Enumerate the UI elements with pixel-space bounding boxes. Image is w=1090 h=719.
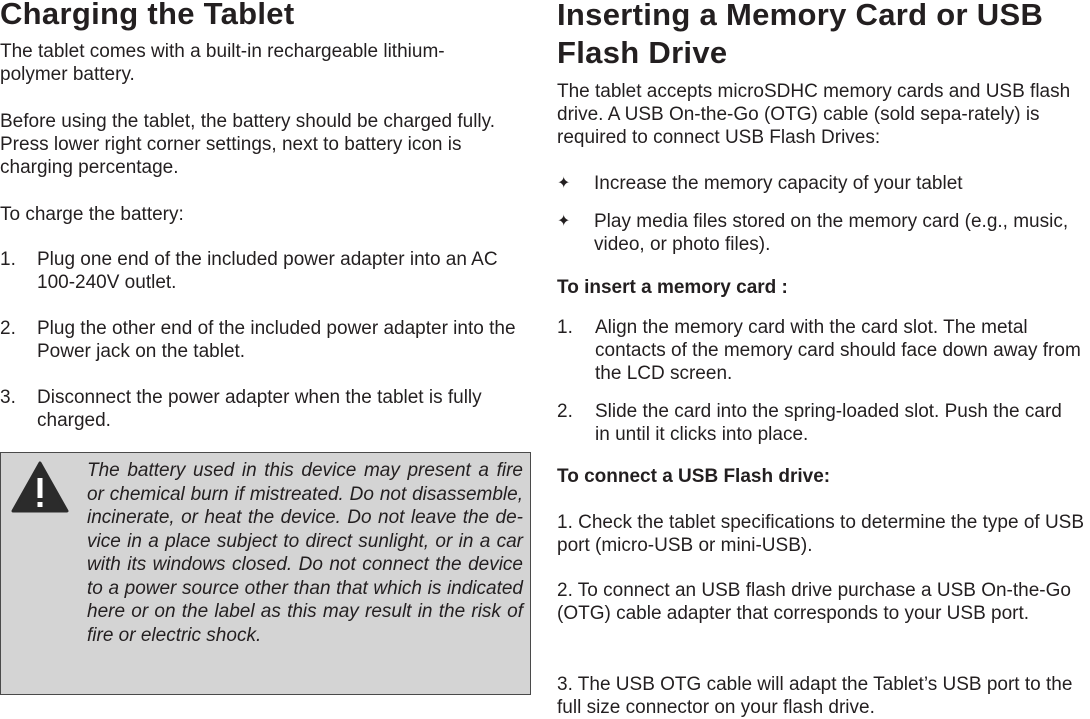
step-number: 1. [557, 317, 573, 338]
step-number: 2. [0, 318, 16, 339]
step-text: Plug one end of the included power adapter into an AC 100-240V outlet. [37, 249, 498, 293]
usb-step-1: 1. Check the tablet specifications to determine the type of USB port (micro-USB or mini-USB). [557, 512, 1085, 556]
usb-step-3: 3. The USB OTG cable will adapt the Tablet’s USB port to the full size connector on your flash drive. [557, 674, 1073, 718]
step-text: Align the memory card with the card slot. The metal contacts of the memory card should face down away from the LCD screen. [595, 317, 1081, 384]
usb-step-2: 2. To connect an USB flash drive purchase a USB On-the-Go (OTG) cable adapter that corresponds to your USB port. [557, 580, 1071, 624]
step-text: Slide the card into the spring-loaded slot. Push the card in until it clicks into place. [595, 401, 1062, 445]
step-number: 2. [557, 401, 573, 422]
bullet-text: Increase the memory capacity of your tablet [594, 173, 963, 194]
warning-triangle-icon [11, 461, 69, 513]
battery-warning-box [0, 452, 531, 695]
step-text: Disconnect the power adapter when the tablet is fully charged. [37, 387, 482, 431]
step-text: Plug the other end of the included power adapter into the Power jack on the tablet. [37, 318, 516, 362]
charging-intro: The tablet comes with a built-in rechargeable lithium-polymer battery. [0, 41, 445, 85]
star-bullet-icon: ✦ [557, 213, 571, 230]
charging-before-text: Before using the tablet, the battery should be charged fully. Press lower right corner settings, next to battery icon is charging percentage. [0, 111, 496, 178]
star-bullet-icon: ✦ [557, 175, 571, 192]
memory-card-title: Inserting a Memory Card or USB Flash Drive [557, 0, 1044, 70]
usb-heading: To connect a USB Flash drive: [557, 466, 831, 487]
warning-text: The battery used in this device may present a fire or chemical burn if mistreated. Do not disassemble, incinerate, or heat the device. Do not leave the de-vice in a place subject to direct sunlight, or in a car with its windows closed. Do not connect the device to a power source other than that which is indicated here or on the label as this may result in the risk of fire or electric shock. [87, 460, 523, 646]
charging-title: Charging the Tablet [0, 0, 295, 31]
memory-card-intro: The tablet accepts microSDHC memory cards and USB flash drive. A USB On-the-Go (OTG) cable (sold sepa-rately) is required to connect USB Flash Drives: [557, 81, 1071, 148]
insert-card-heading: To insert a memory card : [557, 277, 788, 298]
step-number: 3. [0, 387, 16, 408]
bullet-text: Play media files stored on the memory card (e.g., music, video, or photo files). [594, 211, 1069, 255]
to-charge-label: To charge the battery: [0, 204, 184, 225]
step-number: 1. [0, 249, 16, 270]
